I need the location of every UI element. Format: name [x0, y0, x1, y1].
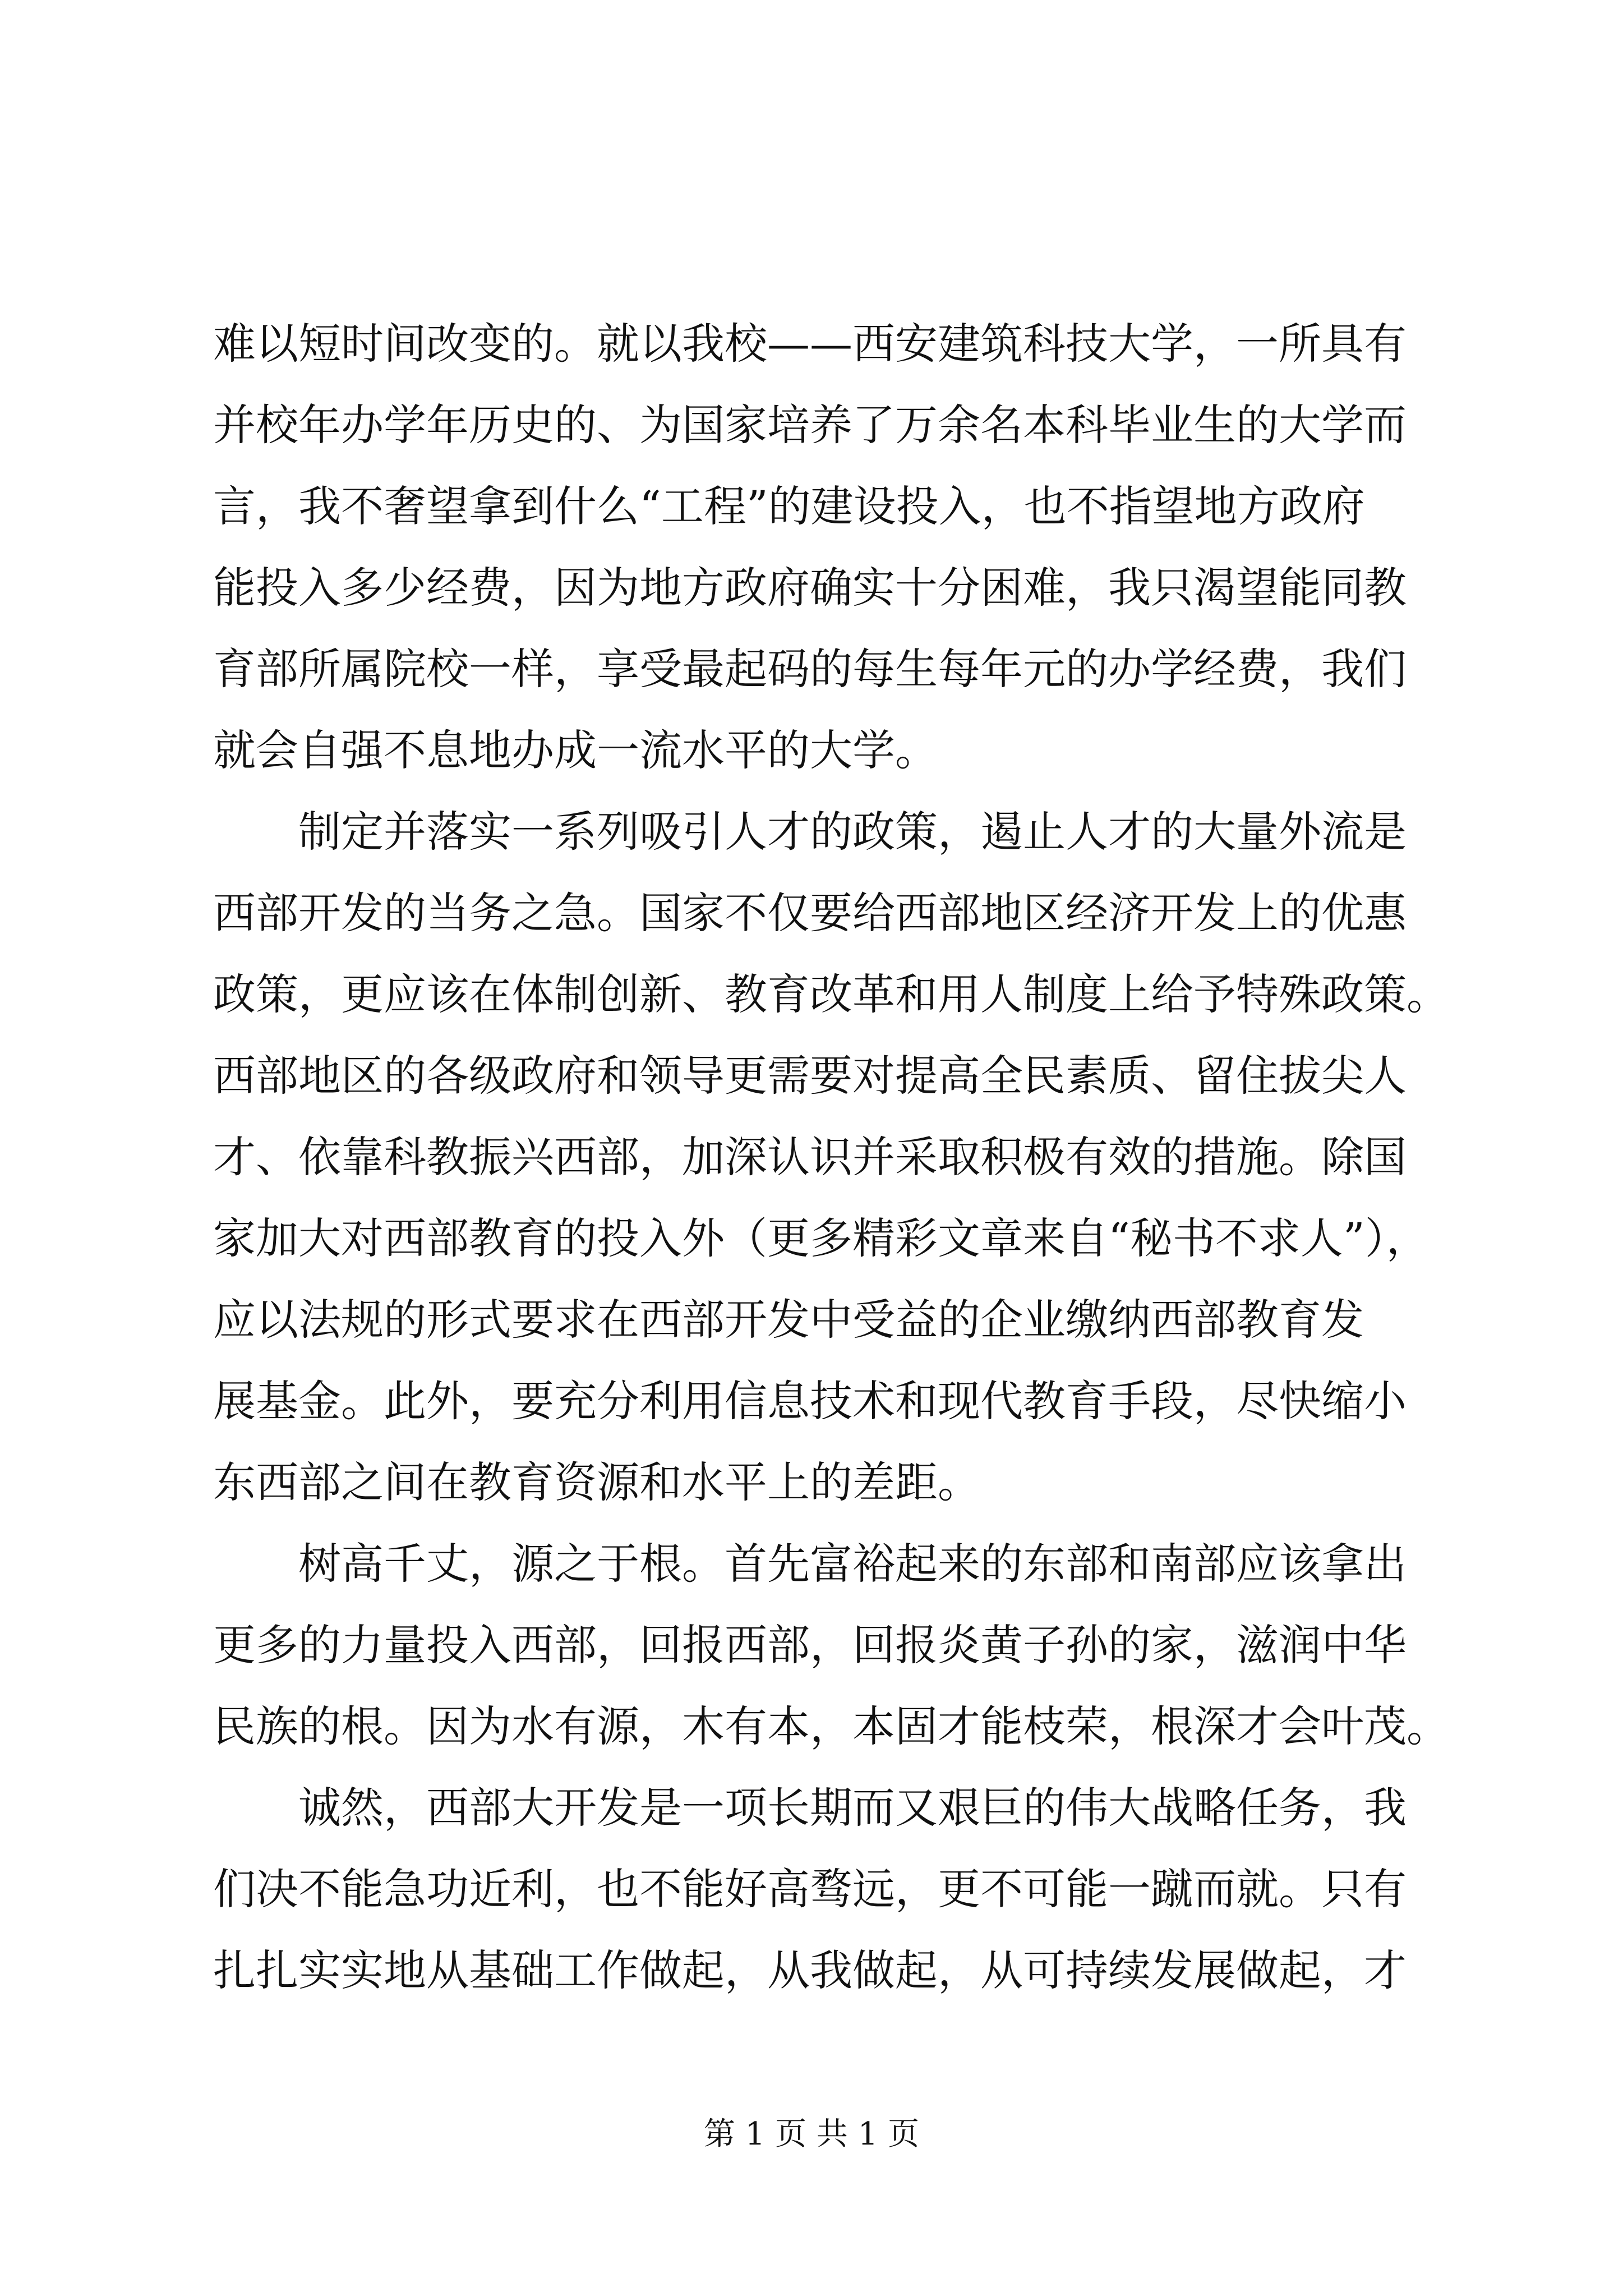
text-line: 家加大对西部教育的投入外（更多精彩文章来自“秘书不求人”）， [213, 1213, 1429, 1263]
text-line: 展基金。此外，要充分利用信息技术和现代教育手段，尽快缩小 [213, 1376, 1407, 1426]
text-line: 育部所属院校一样，享受最起码的每生每年元的办学经费，我们 [213, 644, 1407, 694]
text-line: 就会自强不息地办成一流水平的大学。 [213, 725, 938, 775]
text-line: 西部开发的当务之急。国家不仅要给西部地区经济开发上的优惠 [213, 888, 1407, 938]
page-footer: 第 1 页 共 1 页 [703, 2116, 920, 2152]
paragraph-4 [213, 1767, 1413, 2011]
text-line: 民族的根。因为水有源，木有本，本固才能枝荣，根深才会叶茂。 [213, 1701, 1449, 1751]
text-line: 更多的力量投入西部，回报西部，回报炎黄子孙的家，滋润中华 [213, 1620, 1407, 1670]
paragraph-1 [213, 303, 1413, 791]
text-line: 扎扎实实地从基础工作做起，从我做起，从可持续发展做起，才 [213, 1945, 1407, 1995]
text-line: 制定并落实一系列吸引人才的政策，遏止人才的大量外流是 [298, 807, 1407, 857]
paragraph-3 [213, 1523, 1449, 1767]
text-line: 政策，更应该在体制创新、教育改革和用人制度上给予特殊政策。 [213, 969, 1449, 1019]
text-line: 西部地区的各级政府和领导更需要对提高全民素质、留住拔尖人 [213, 1051, 1407, 1101]
text-line: 才、依靠科教振兴西部，加深认识并采取积极有效的措施。除国 [213, 1132, 1407, 1182]
text-line: 们决不能急功近利，也不能好高骛远，更不可能一蹴而就。只有 [213, 1864, 1407, 1914]
text-line: 诚然，西部大开发是一项长期而又艰巨的伟大战略任务，我 [298, 1783, 1407, 1833]
text-line: 能投入多少经费，因为地方政府确实十分困难，我只渴望能同教 [213, 563, 1407, 613]
paragraph-2 [213, 791, 1449, 1523]
text-line: 言，我不奢望拿到什么“工程”的建设投入，也不指望地方政府 [213, 481, 1365, 531]
text-line: 树高千丈，源之于根。首先富裕起来的东部和南部应该拿出 [298, 1539, 1407, 1589]
text-line: 应以法规的形式要求在西部开发中受益的企业缴纳西部教育发 [213, 1295, 1364, 1345]
text-line: 东西部之间在教育资源和水平上的差距。 [213, 1457, 980, 1507]
text-line: 难以短时间改变的。就以我校——西安建筑科技大学，一所具有 [213, 319, 1407, 369]
text-line: 并校年办学年历史的、为国家培养了万余名本科毕业生的大学而 [213, 400, 1407, 450]
document-body [213, 303, 1449, 2011]
